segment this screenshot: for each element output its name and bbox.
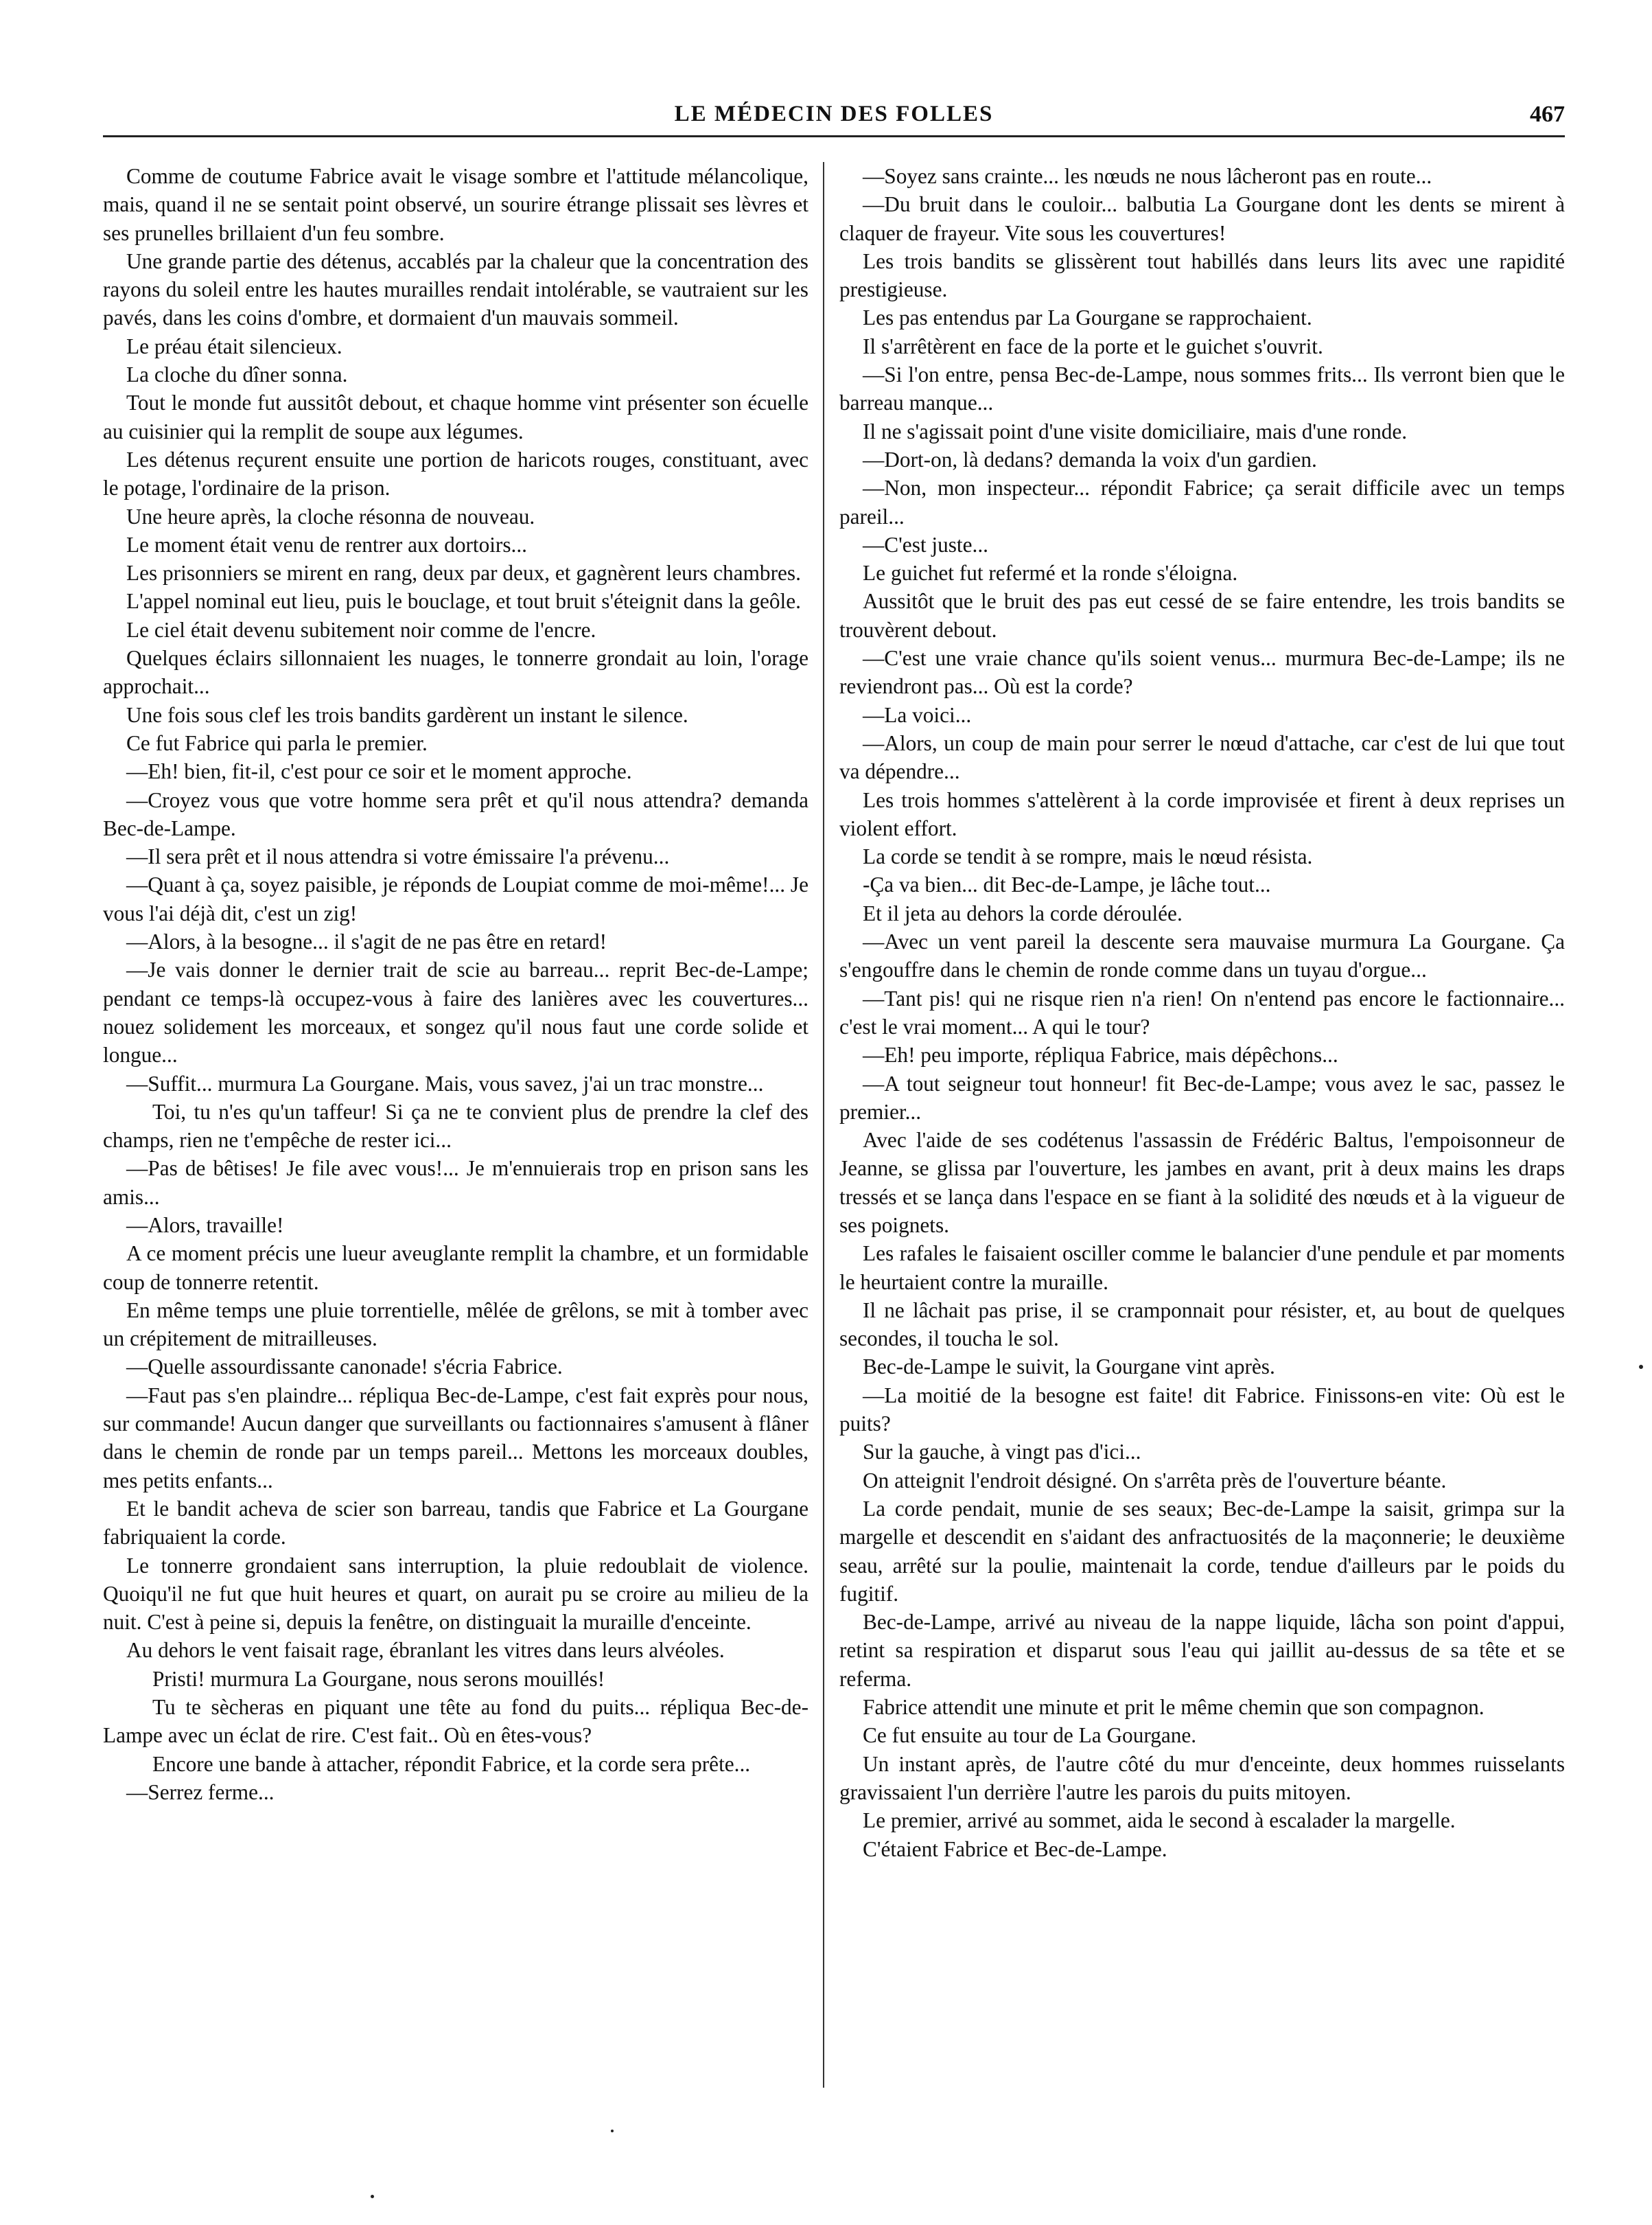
paragraph: Tu te sècheras en piquant une tête au fond du puits... répliqua Bec-de-Lampe avec un éclat de rire. C'est fait.. Où en êtes-vous? xyxy=(103,1695,808,1748)
page-header xyxy=(103,102,1565,136)
left-column xyxy=(103,162,808,1806)
paragraph: —Tant pis! qui ne risque rien n'a rien! On n'entend pas encore le factionnaire... c'est le vrai moment... A qui le tour? xyxy=(839,986,1565,1039)
paragraph: Les prisonniers se mirent en rang, deux par deux, et gagnèrent leurs chambres. xyxy=(126,561,801,586)
paragraph: Une heure après, la cloche résonna de nouveau. xyxy=(126,504,535,529)
paragraph: —Il sera prêt et il nous attendra si votre émissaire l'a prévenu... xyxy=(126,844,670,869)
paragraph: —Suffit... murmura La Gourgane. Mais, vous savez, j'ai un trac monstre... xyxy=(126,1071,764,1096)
paragraph: L'appel nominal eut lieu, puis le bouclage, et tout bruit s'éteignit dans la geôle. xyxy=(126,589,801,614)
paragraph: —Du bruit dans le couloir... balbutia La Gourgane dont les dents se mirent à claquer de frayeur. Vite sous les couvertures! xyxy=(839,192,1565,245)
print-speck xyxy=(611,2130,614,2132)
paragraph: Un instant après, de l'autre côté du mur d'enceinte, deux hommes ruisselants gravissaient l'un derrière l'autre les parois du puits mitoyen. xyxy=(839,1751,1565,1804)
paragraph: Encore une bande à attacher, répondit Fabrice, et la corde sera prête... xyxy=(152,1751,751,1776)
paragraph: —Dort-on, là dedans? demanda la voix d'un gardien. xyxy=(863,447,1317,472)
paragraph: Les trois hommes s'attelèrent à la corde improvisée et firent à deux reprises un violent effort. xyxy=(839,787,1565,840)
paragraph: Le premier, arrivé au sommet, aida le second à escalader la margelle. xyxy=(863,1808,1456,1833)
paragraph: Le préau était silencieux. xyxy=(126,334,342,358)
paragraph: Une grande partie des détenus, accablés par la chaleur que la concentration des rayons du soleil entre les hautes murailles rendait intolérable, se vautraient sur les pavés, dans les coins d'ombre, et dormaient d'un mauvais sommeil. xyxy=(103,249,808,330)
paragraph: Fabrice attendit une minute et prit le même chemin que son compagnon. xyxy=(863,1695,1485,1720)
paragraph: En même temps une pluie torrentielle, mêlée de grêlons, se mit à tomber avec un crépitement de mitrailleuses. xyxy=(103,1298,808,1351)
paragraph: Avec l'aide de ses codétenus l'assassin de Frédéric Baltus, l'empoisonneur de Jeanne, se glissa par l'ouverture, les jambes en avant, prit à deux mains les draps tressés et se lança dans l'espace en se fiant à la solidité des nœuds et à la vigueur de ses poignets. xyxy=(839,1128,1565,1237)
running-title: LE MÉDECIN DES FOLLES xyxy=(674,102,994,126)
paragraph: Et le bandit acheva de scier son barreau, tandis que Fabrice et La Gourgane fabriquaient la corde. xyxy=(103,1496,808,1549)
paragraph: -Ça va bien... dit Bec-de-Lampe, je lâche tout... xyxy=(863,873,1271,897)
paragraph: Le moment était venu de rentrer aux dortoirs... xyxy=(126,532,528,557)
paragraph: —A tout seigneur tout honneur! fit Bec-de-Lampe; vous avez le sac, passez le premier... xyxy=(839,1071,1565,1124)
paragraph: —Serrez ferme... xyxy=(126,1779,275,1804)
paragraph: On atteignit l'endroit désigné. On s'arrêta près de l'ouverture béante. xyxy=(863,1468,1447,1492)
paragraph: Les pas entendus par La Gourgane se rapprochaient. xyxy=(863,305,1312,330)
paragraph: —Avec un vent pareil la descente sera mauvaise murmura La Gourgane. Ça s'engouffre dans le chemin de ronde comme dans un tuyau d'orgue... xyxy=(839,930,1565,982)
paragraph: Le ciel était devenu subitement noir comme de l'encre. xyxy=(126,617,596,642)
paragraph: La cloche du dîner sonna. xyxy=(126,362,348,387)
paragraph: —Quelle assourdissante canonade! s'écria Fabrice. xyxy=(126,1354,563,1379)
right-column xyxy=(839,162,1565,1863)
paragraph: Ce fut ensuite au tour de La Gourgane. xyxy=(863,1723,1197,1748)
paragraph: —Non, mon inspecteur... répondit Fabrice; ça serait difficile avec un temps pareil... xyxy=(839,476,1565,529)
paragraph: Le tonnerre grondaient sans interruption, la pluie redoublait de violence. Quoiqu'il ne fut que huit heures et quart, on aurait pu se croire au milieu de la nuit. C'est à peine si, depuis la fenêtre, on distinguait la muraille d'enceinte. xyxy=(103,1553,808,1635)
paragraph: Il ne lâchait pas prise, il se cramponnait pour résister, et, au bout de quelques secondes, il toucha le sol. xyxy=(839,1298,1565,1351)
paragraph: —La moitié de la besogne est faite! dit Fabrice. Finissons-en vite: Où est le puits? xyxy=(839,1383,1565,1436)
paragraph: La corde pendait, munie de ses seaux; Bec-de-Lampe la saisit, grimpa sur la margelle et descendit en s'aidant des anfractuosités de la maçonnerie; le deuxième seau, arrêté sur la poulie, maintenait la corde, tendue d'ailleurs par le poids du fugitif. xyxy=(839,1496,1565,1606)
column-divider xyxy=(823,162,824,2088)
paragraph: —Si l'on entre, pensa Bec-de-Lampe, nous sommes frits... Ils verront bien que le barreau manque... xyxy=(839,362,1565,415)
paragraph: —Alors, à la besogne... il s'agit de ne pas être en retard! xyxy=(126,930,607,954)
paragraph: A ce moment précis une lueur aveuglante remplit la chambre, et un formidable coup de tonnerre retentit. xyxy=(103,1241,808,1294)
paragraph: Les rafales le faisaient osciller comme le balancier d'une pendule et par moments le heurtaient contre la muraille. xyxy=(839,1241,1565,1294)
paragraph: —C'est juste... xyxy=(863,532,988,557)
paragraph: —Alors, un coup de main pour serrer le nœud d'attache, car c'est de lui que tout va dépendre... xyxy=(839,730,1565,784)
paragraph: —Pas de bêtises! Je file avec vous!... Je m'ennuierais trop en prison sans les amis... xyxy=(103,1156,808,1209)
paragraph: Pristi! murmura La Gourgane, nous serons mouillés! xyxy=(152,1666,605,1691)
paragraph: Ce fut Fabrice qui parla le premier. xyxy=(126,730,428,755)
paragraph: —Faut pas s'en plaindre... répliqua Bec-de-Lampe, c'est fait exprès pour nous, sur commande! Aucun danger que surveillants ou factionnaires s'amusent à flâner dans le chemin de ronde par un temps pareil... Mettons les morceaux doubles, mes petits enfants... xyxy=(103,1383,808,1492)
paragraph: Toi, tu n'es qu'un taffeur! Si ça ne te convient plus de prendre la clef des champs, rien ne t'empêche de rester ici... xyxy=(103,1099,808,1153)
paragraph: Aussitôt que le bruit des pas eut cessé de se faire entendre, les trois bandits se trouvèrent debout. xyxy=(839,589,1565,642)
paragraph: —Alors, travaille! xyxy=(126,1212,284,1237)
paragraph: Tout le monde fut aussitôt debout, et chaque homme vint présenter son écuelle au cuisinier qui la remplit de soupe aux légumes. xyxy=(103,391,808,443)
paragraph: —Je vais donner le dernier trait de scie au barreau... reprit Bec-de-Lampe; pendant ce temps-là occupez-vous à faire des lanières avec les couvertures... nouez solidement les morceaux, et songez qu'il nous faut une corde solide et longue... xyxy=(103,958,808,1068)
paragraph: Comme de coutume Fabrice avait le visage sombre et l'attitude mélancolique, mais, quand il ne se sentait point observé, un sourire étrange plissait ses lèvres et ses prunelles brillaient d'un feu sombre. xyxy=(103,164,808,245)
paragraph: —La voici... xyxy=(863,702,972,727)
paragraph: —Eh! bien, fit-il, c'est pour ce soir et le moment approche. xyxy=(126,759,632,784)
paragraph: Une fois sous clef les trois bandits gardèrent un instant le silence. xyxy=(126,702,688,727)
paragraph: —C'est une vraie chance qu'ils soient venus... murmura Bec-de-Lampe; ils ne reviendront pas... Où est la corde? xyxy=(839,646,1565,699)
paragraph: C'étaient Fabrice et Bec-de-Lampe. xyxy=(863,1836,1167,1861)
paragraph: Il s'arrêtèrent en face de la porte et le guichet s'ouvrit. xyxy=(863,334,1323,358)
paragraph: Le guichet fut refermé et la ronde s'éloigna. xyxy=(863,561,1238,586)
paragraph: —Soyez sans crainte... les nœuds ne nous lâcheront pas en route... xyxy=(863,164,1432,188)
page-number: 467 xyxy=(1530,102,1565,127)
paragraph: Sur la gauche, à vingt pas d'ici... xyxy=(863,1440,1141,1464)
header-rule xyxy=(103,135,1565,137)
paragraph: Au dehors le vent faisait rage, ébranlant les vitres dans leurs alvéoles. xyxy=(126,1638,725,1663)
paragraph: —Quant à ça, soyez paisible, je réponds de Loupiat comme de moi-même!... Je vous l'ai déjà dit, c'est un zig! xyxy=(103,873,808,925)
paragraph: Les trois bandits se glissèrent tout habillés dans leurs lits avec une rapidité prestigieuse. xyxy=(839,249,1565,302)
print-speck xyxy=(371,2195,374,2198)
paragraph: Quelques éclairs sillonnaient les nuages, le tonnerre grondait au loin, l'orage approchait... xyxy=(103,646,808,699)
paragraph: Bec-de-Lampe le suivit, la Gourgane vint après. xyxy=(863,1354,1275,1379)
paragraph: La corde se tendit à se rompre, mais le nœud résista. xyxy=(863,844,1313,869)
paragraph: Et il jeta au dehors la corde déroulée. xyxy=(863,901,1183,925)
paragraph: Il ne s'agissait point d'une visite domiciliaire, mais d'une ronde. xyxy=(863,419,1408,443)
paragraph: Les détenus reçurent ensuite une portion de haricots rouges, constituant, avec le potage, l'ordinaire de la prison. xyxy=(103,447,808,500)
paragraph: —Eh! peu importe, répliqua Fabrice, mais dépêchons... xyxy=(863,1043,1338,1068)
print-speck xyxy=(1639,1365,1643,1369)
paragraph: Bec-de-Lampe, arrivé au niveau de la nappe liquide, lâcha son point d'appui, retint sa respiration et disparut sous l'eau qui jaillit au-dessus de sa tête et se referma. xyxy=(839,1610,1565,1691)
paragraph: —Croyez vous que votre homme sera prêt et qu'il nous attendra? demanda Bec-de-Lampe. xyxy=(103,787,808,840)
